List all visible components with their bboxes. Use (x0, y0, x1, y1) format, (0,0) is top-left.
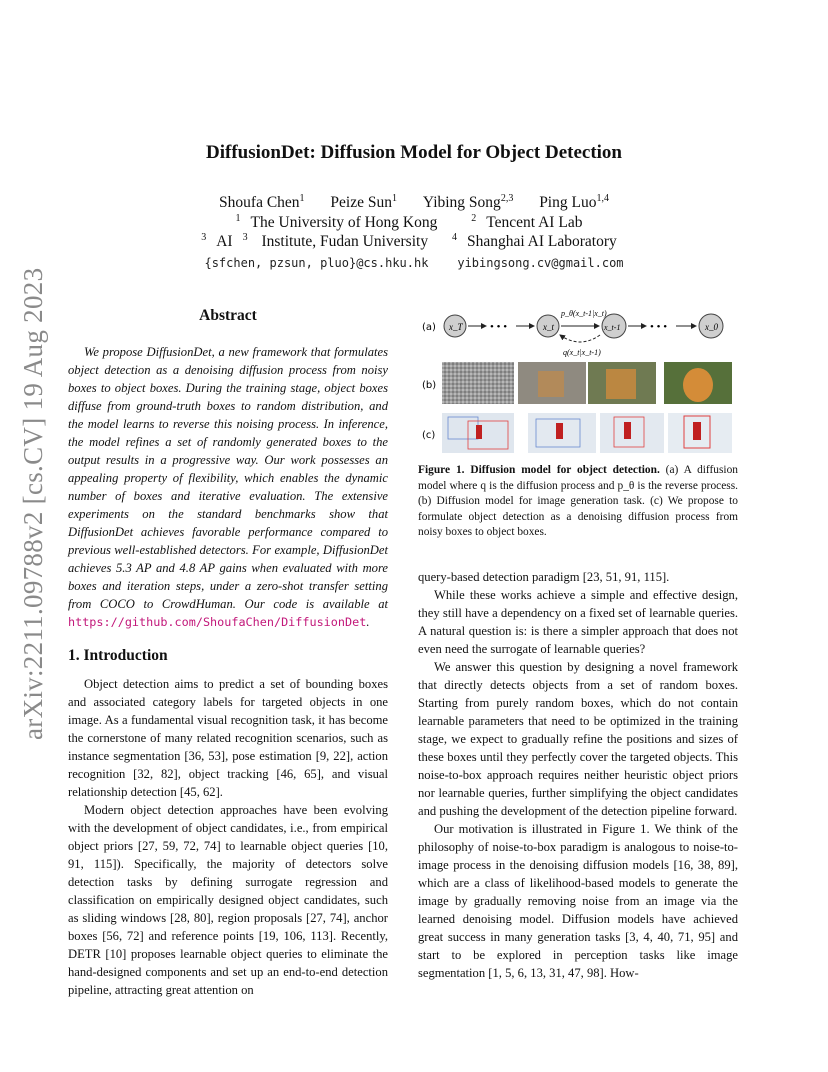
author-list (0, 194, 828, 212)
affiliation: $^2$ Tencent AI Lab (471, 212, 583, 231)
figure-caption: Figure 1. Diffusion model for object detection. (a) A diffusion model where q is the diffusion process and p_θ is the reverse process. (b) Diffusion model for image generation task. (c) We propose to formulate object detection as a denoising diffusion process from noisy boxes to object boxes. (418, 464, 738, 538)
node-label: x_t-1 (604, 323, 621, 332)
code-link[interactable]: https://github.com/ShoufaChen/DiffusionDet (68, 615, 367, 629)
author-emails: {sfchen, pzsun, pluo}@cs.hku.hk yibingsong.cv@gmail.com (204, 256, 624, 270)
paragraph: Object detection aims to predict a set of bounding boxes and associated category labels for targeted objects in one image. As a fundamental visual recognition task, it has become the cornerstone of many related recognition scenarios, such as instance segmentation [36, 53], pose estimation [9, 22], action recognition [32, 82], object tracking [46, 65], and visual relationship detection [45, 62]. (68, 677, 388, 799)
forward-label: q(x_t|x_t-1) (563, 348, 601, 357)
affiliation: $^4$ Shanghai AI Laboratory (451, 231, 617, 250)
author: Shoufa Chen$^1$ (219, 192, 305, 211)
reverse-label: p_θ(x_t-1|x_t) (561, 309, 607, 318)
author: Yibing Song$^{2,3}$ (422, 192, 514, 211)
node-label: x_t (543, 322, 554, 332)
paragraph: While these works achieve a simple and effective design, they still have a dependency on a fixed set of learnable queries. A natural question is: is there a simpler approach that does not even need the surrogate of learnable queries? (418, 588, 738, 656)
affiliations-line-2: $^3$ AI $^3$ Institute, Fudan University $^4$ Shanghai AI Laboratory (0, 233, 828, 251)
right-column-body (418, 568, 738, 982)
node-label: x_0 (705, 322, 718, 332)
affiliation: $^3$ AI (201, 231, 233, 250)
affiliations-line-1 (0, 214, 828, 232)
affiliation: $^1$ The University of Hong Kong (235, 212, 438, 231)
intro-body (68, 675, 388, 999)
paragraph: query-based detection paradigm [23, 51, 91, 115]. (418, 570, 670, 584)
section-heading-introduction: 1. Introduction (68, 647, 168, 664)
ellipsis: • • • (490, 321, 508, 333)
row-label: (b) (422, 380, 437, 391)
abstract-heading: Abstract (199, 307, 257, 324)
author: Peize Sun$^1$ (330, 192, 397, 211)
row-label: (a) (422, 322, 436, 333)
abstract-body: We propose DiffusionDet, a new framework that formulates object detection as a denoising diffusion process from noisy boxes to object boxes. During the training stage, object boxes diffuse from ground-truth boxes to random distribution, and the model learns to reverse this noising process. In inference, the model refines a set of randomly generated boxes to the output results in a progressive way. Our work possesses an appealing property of flexibility, which enables the dynamic number of boxes and iterative evaluation. The extensive experiments on the standard benchmarks show that DiffusionDet achieves favorable performance compared to previous well-established detectors. For example, DiffusionDet achieves 5.3 AP and 4.8 AP gains when evaluated with more boxes and iteration steps, under a zero-shot transfer setting from COCO to CrowdHuman. Our code is available at https://github.com/ShoufaChen/DiffusionDet. (68, 345, 388, 629)
noise-image (442, 362, 514, 404)
ellipsis: • • • (650, 321, 668, 333)
paragraph: We answer this question by designing a novel framework that directly detects objects from a set of random boxes. Starting from purely random boxes, which do not contain learnable parameters that need to be optimized in the training stage, we expect to gradually refine the positions and sizes of these boxes until they perfectly cover the targeted objects. This noise-to-box approach requires neither heuristic object priors nor learnable queries, further simplifying the object candidates and pushing the development of the detection pipeline forward. (418, 660, 738, 818)
paragraph: Our motivation is illustrated in Figure 1. We think of the philosophy of noise-to-box paradigm is analogous to noise-to-image process in the denoising diffusion models [16, 38, 89], which are a class of likelihood-based models to generate the image by gradually removing noise from an image via the learned denoising model. Diffusion models have achieved great success in many generation tasks [3, 4, 40, 71, 95] and start to be explored in perception tasks like image segmentation [1, 5, 6, 13, 31, 47, 98]. How- (418, 822, 738, 980)
node-label: x_T (449, 322, 463, 332)
arxiv-identifier: arXiv:2211.09788v2 [cs.CV] 19 Aug 2023 (18, 267, 48, 740)
figure-1 (418, 305, 738, 455)
paragraph: Modern object detection approaches have been evolving with the development of object candidates, i.e., from empirical object priors [27, 59, 72, 74] to learnable object queries [10, 91, 115]). Specifically, the majority of detectors solve detection tasks by defining surrogate regression and classification on empirically designed object candidates, such as sliding windows [28, 80], region proposals [27, 74], anchor boxes [56, 72] and reference points [19, 106, 113]. Recently, DETR [10] proposes learnable object queries to eliminate the hand-designed components and set up an end-to-end detection pipeline, attracting great attention on (68, 803, 388, 997)
paper-title: DiffusionDet: Diffusion Model for Object Detection (206, 142, 622, 163)
row-label: (c) (422, 430, 436, 441)
diffusion-figure (418, 305, 738, 455)
author: Ping Luo$^{1,4}$ (539, 192, 609, 211)
